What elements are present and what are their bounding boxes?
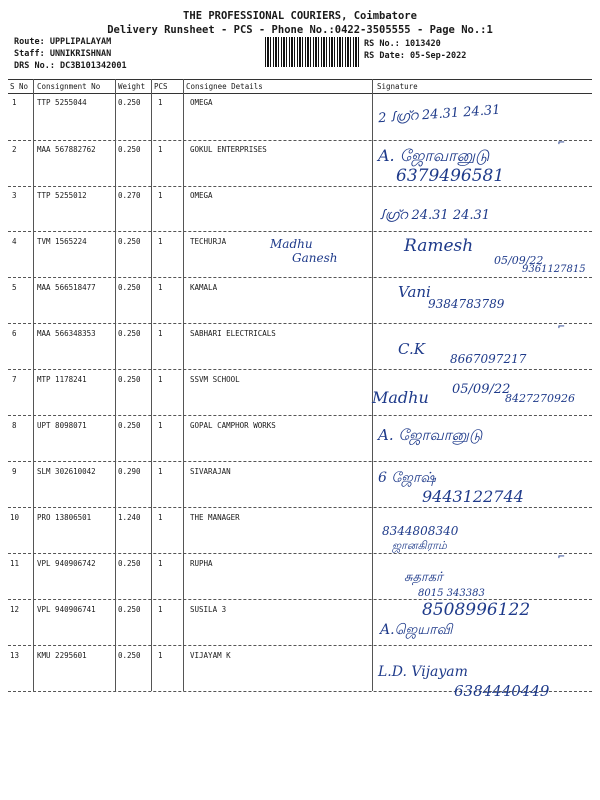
signature-handwriting: A. ஜோவானுடு: [378, 426, 483, 444]
row-consignment: VPL 940906742: [37, 559, 96, 568]
row-sno: 7: [12, 375, 17, 384]
row-sno: 11: [10, 559, 20, 568]
row-consignee: SUSILA 3: [190, 605, 227, 614]
signature-handwriting: 8344808340: [382, 524, 459, 538]
row-divider: [8, 277, 592, 278]
row-consignee: GOPAL CAMPHOR WORKS: [190, 421, 276, 430]
row-consignment: TTP 5255044: [37, 98, 87, 107]
row-sno: 9: [12, 467, 17, 476]
row-consignee: KAMALA: [190, 283, 218, 292]
row-consignee: SSVM SCHOOL: [190, 375, 240, 384]
row-pcs: 1: [158, 513, 163, 522]
row-pcs: 1: [158, 98, 163, 107]
signature-handwriting: A.ஜெயாவி: [380, 622, 453, 638]
row-divider: [8, 323, 592, 324]
table-header-rule: [8, 93, 592, 94]
row-pcs: 1: [158, 375, 163, 384]
rs-date: RS Date: 05-Sep-2022: [364, 51, 467, 61]
row-divider: [8, 369, 592, 370]
col-header-weight: Weight: [118, 82, 146, 91]
row-weight: 0.290: [118, 467, 141, 476]
route-label: Route: UPPLIPALAYAM: [14, 37, 112, 47]
row-pcs: 1: [158, 145, 163, 154]
signature-handwriting: C.K: [398, 340, 425, 358]
row-sno: 10: [10, 513, 20, 522]
barcode: [265, 37, 360, 67]
signature-handwriting: 8427270926: [505, 392, 575, 405]
margin-tick: ⌐: [558, 320, 565, 333]
row-pcs: 1: [158, 329, 163, 338]
row-divider: [8, 507, 592, 508]
row-divider: [8, 140, 592, 141]
row-consignee: VIJAYAM K: [190, 651, 231, 660]
row-weight: 0.250: [118, 559, 141, 568]
row-consignment: MAA 566518477: [37, 283, 96, 292]
row-sno: 8: [12, 421, 17, 430]
row-weight: 0.250: [118, 605, 141, 614]
row-pcs: 1: [158, 605, 163, 614]
table-top-rule: [8, 79, 592, 80]
signature-handwriting: 05/09/22: [494, 254, 544, 267]
row-consignment: KMU 2295601: [37, 651, 87, 660]
runsheet-subtitle: Delivery Runsheet - PCS - Phone No.:0422-3505555 - Page No.:1: [107, 24, 493, 36]
staff-label: Staff: UNNIKRISHNAN: [14, 49, 112, 59]
signature-handwriting: 9443122744: [422, 487, 524, 506]
col-header-signature: Signature: [377, 82, 418, 91]
signature-handwriting: Madhu: [372, 388, 429, 407]
signature-handwriting: ஜானகிராம்: [392, 539, 447, 552]
row-consignee: TECHURJA: [190, 237, 227, 246]
row-consignee: OMEGA: [190, 191, 213, 200]
signature-handwriting: A. ஜோவானுடு: [378, 146, 490, 165]
row-weight: 0.250: [118, 283, 141, 292]
signature-handwriting: 6384440449: [454, 682, 550, 700]
row-sno: 4: [12, 237, 17, 246]
row-weight: 0.250: [118, 145, 141, 154]
signature-handwriting: 8667097217: [450, 352, 527, 366]
row-pcs: 1: [158, 651, 163, 660]
row-consignee: RUPHA: [190, 559, 213, 568]
margin-tick: ⌐: [558, 550, 565, 563]
row-pcs: 1: [158, 559, 163, 568]
signature-handwriting: ꭍഗ്ര്റ 24.31 24.31: [380, 208, 491, 223]
row-consignee: SABHARI ELECTRICALS: [190, 329, 276, 338]
company-title: THE PROFESSIONAL COURIERS, Coimbatore: [183, 10, 417, 22]
handwritten-note: Madhu: [270, 237, 313, 251]
row-consignee: GOKUL ENTERPRISES: [190, 145, 267, 154]
row-weight: 0.250: [118, 237, 141, 246]
row-sno: 2: [12, 145, 17, 154]
col-header-pcs: PCS: [154, 82, 168, 91]
row-sno: 3: [12, 191, 17, 200]
row-weight: 0.250: [118, 651, 141, 660]
signature-handwriting: Ramesh: [404, 236, 474, 256]
signature-handwriting: 2 ꭍഗ്ര്റ 24.31 24.31: [377, 102, 501, 127]
row-consignment: MTP 1178241: [37, 375, 87, 384]
row-consignee: OMEGA: [190, 98, 213, 107]
margin-tick: ⌐: [558, 136, 565, 149]
row-consignee: THE MANAGER: [190, 513, 240, 522]
rs-number: RS No.: 1013420: [364, 39, 441, 49]
row-divider: [8, 645, 592, 646]
row-pcs: 1: [158, 421, 163, 430]
row-sno: 1: [12, 98, 17, 107]
signature-handwriting: 8508996122: [422, 600, 531, 620]
signature-handwriting: 05/09/22: [452, 382, 511, 397]
row-pcs: 1: [158, 467, 163, 476]
signature-handwriting: 9361127815: [522, 264, 586, 275]
signature-handwriting: L.D. Vijayam: [378, 664, 468, 680]
signature-handwriting: 9384783789: [428, 297, 505, 311]
row-sno: 5: [12, 283, 17, 292]
row-divider: [8, 553, 592, 554]
row-weight: 0.250: [118, 98, 141, 107]
row-weight: 0.250: [118, 375, 141, 384]
row-consignment: SLM 302610042: [37, 467, 96, 476]
signature-handwriting: சுதாகர்: [404, 570, 443, 585]
row-weight: 0.250: [118, 329, 141, 338]
row-sno: 13: [10, 651, 20, 660]
row-consignment: PRO 13806501: [37, 513, 92, 522]
handwritten-note: Ganesh: [292, 251, 338, 265]
col-header-sno: S No: [10, 82, 29, 91]
drs-number: DRS No.: DC3B101342001: [14, 61, 127, 71]
row-consignment: MAA 567882762: [37, 145, 96, 154]
row-consignment: MAA 566348353: [37, 329, 96, 338]
row-consignee: SIVARAJAN: [190, 467, 231, 476]
col-header-consignee: Consignee Details: [186, 82, 263, 91]
row-pcs: 1: [158, 237, 163, 246]
row-divider: [8, 186, 592, 187]
row-consignment: VPL 940906741: [37, 605, 96, 614]
col-header-consignment: Consignment No: [37, 82, 101, 91]
row-divider: [8, 415, 592, 416]
row-sno: 12: [10, 605, 20, 614]
signature-handwriting: Vani: [398, 283, 431, 301]
row-consignment: TVM 1565224: [37, 237, 87, 246]
row-weight: 1.240: [118, 513, 141, 522]
row-consignment: TTP 5255012: [37, 191, 87, 200]
signature-handwriting: 6 ஜோஷ்: [378, 470, 436, 486]
row-pcs: 1: [158, 191, 163, 200]
row-pcs: 1: [158, 283, 163, 292]
signature-handwriting: 6379496581: [396, 166, 505, 186]
signature-handwriting: 8015 343383: [418, 588, 485, 599]
row-divider: [8, 231, 592, 232]
row-consignment: UPT 8098071: [37, 421, 87, 430]
row-divider: [8, 461, 592, 462]
row-weight: 0.250: [118, 421, 141, 430]
row-weight: 0.270: [118, 191, 141, 200]
row-sno: 6: [12, 329, 17, 338]
